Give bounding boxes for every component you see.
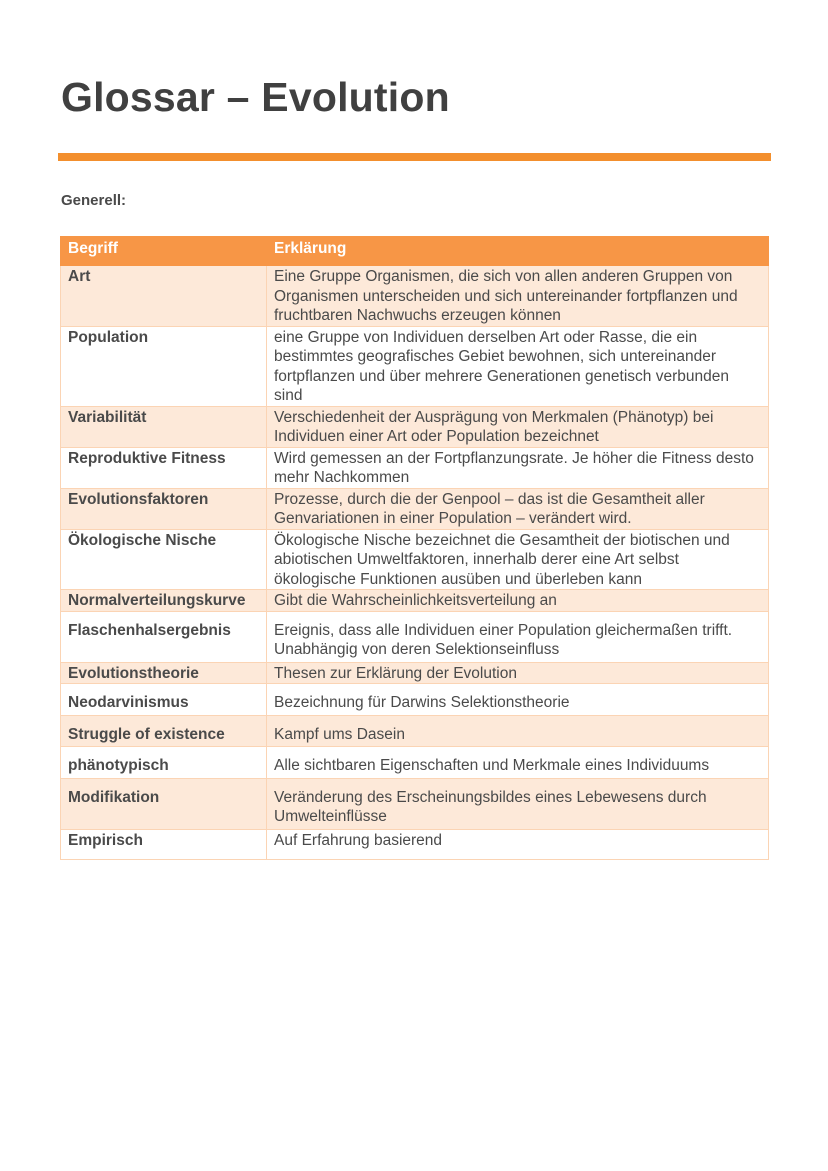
definition-cell: Thesen zur Erklärung der Evolution [267, 662, 769, 684]
definition-cell: Ereignis, dass alle Individuen einer Population gleichermaßen trifft. Unabhängig von deren Selektionseinfluss [267, 611, 769, 662]
definition-cell: Veränderung des Erscheinungsbildes eines Lebewesens durch Umwelteinflüsse [267, 778, 769, 829]
term-cell: Modifikation [61, 778, 267, 829]
table-header-row [61, 237, 769, 266]
table-row [61, 266, 769, 327]
term-cell: Reproduktive Fitness [61, 447, 267, 488]
definition-cell: Ökologische Nische bezeichnet die Gesamtheit der biotischen und abiotischen Umweltfaktoren, innerhalb derer eine Art selbst ökologische Funktionen ausüben und überleben kann [267, 529, 769, 590]
term-cell: phänotypisch [61, 747, 267, 779]
term-cell: Evolutionstheorie [61, 662, 267, 684]
title-underline [58, 153, 771, 161]
definition-cell: eine Gruppe von Individuen derselben Art oder Rasse, die ein bestimmtes geografisches Gebiet bewohnen, sich untereinander fortpflanzen und über mehrere Generationen genetisch verbunden sind [267, 326, 769, 406]
term-cell: Struggle of existence [61, 715, 267, 747]
column-header-term: Begriff [61, 237, 267, 266]
term-cell: Flaschenhalsergebnis [61, 611, 267, 662]
table-row [61, 662, 769, 684]
definition-cell: Bezeichnung für Darwins Selektionstheorie [267, 684, 769, 716]
table-row [61, 447, 769, 488]
table-row [61, 406, 769, 447]
table-row [61, 326, 769, 406]
term-cell: Empirisch [61, 829, 267, 860]
definition-cell: Verschiedenheit der Ausprägung von Merkmalen (Phänotyp) bei Individuen einer Art oder Population bezeichnet [267, 406, 769, 447]
table-row [61, 590, 769, 612]
page-title: Glossar – Evolution [61, 74, 450, 120]
definition-cell: Prozesse, durch die der Genpool – das ist die Gesamtheit aller Genvariationen in einer Population – verändert wird. [267, 488, 769, 529]
section-label: Generell: [61, 192, 127, 209]
table-row [61, 829, 769, 860]
definition-cell: Kampf ums Dasein [267, 715, 769, 747]
column-header-definition: Erklärung [267, 237, 769, 266]
table-row [61, 747, 769, 779]
term-cell: Neodarvinismus [61, 684, 267, 716]
definition-cell: Gibt die Wahrscheinlichkeitsverteilung an [267, 590, 769, 612]
term-cell: Population [61, 326, 267, 406]
term-cell: Ökologische Nische [61, 529, 267, 590]
glossary-table [60, 236, 769, 860]
table-row [61, 715, 769, 747]
table-row [61, 611, 769, 662]
term-cell: Art [61, 266, 267, 327]
term-cell: Evolutionsfaktoren [61, 488, 267, 529]
table-row [61, 529, 769, 590]
definition-cell: Auf Erfahrung basierend [267, 829, 769, 860]
table-row [61, 488, 769, 529]
definition-cell: Wird gemessen an der Fortpflanzungsrate. Je höher die Fitness desto mehr Nachkommen [267, 447, 769, 488]
term-cell: Variabilität [61, 406, 267, 447]
table-row [61, 684, 769, 716]
definition-cell: Eine Gruppe Organismen, die sich von allen anderen Gruppen von Organismen unterscheiden und sich untereinander fortpflanzen und fruchtbaren Nachwuchs erzeugen können [267, 266, 769, 327]
table-row [61, 778, 769, 829]
term-cell: Normalverteilungskurve [61, 590, 267, 612]
definition-cell: Alle sichtbaren Eigenschaften und Merkmale eines Individuums [267, 747, 769, 779]
